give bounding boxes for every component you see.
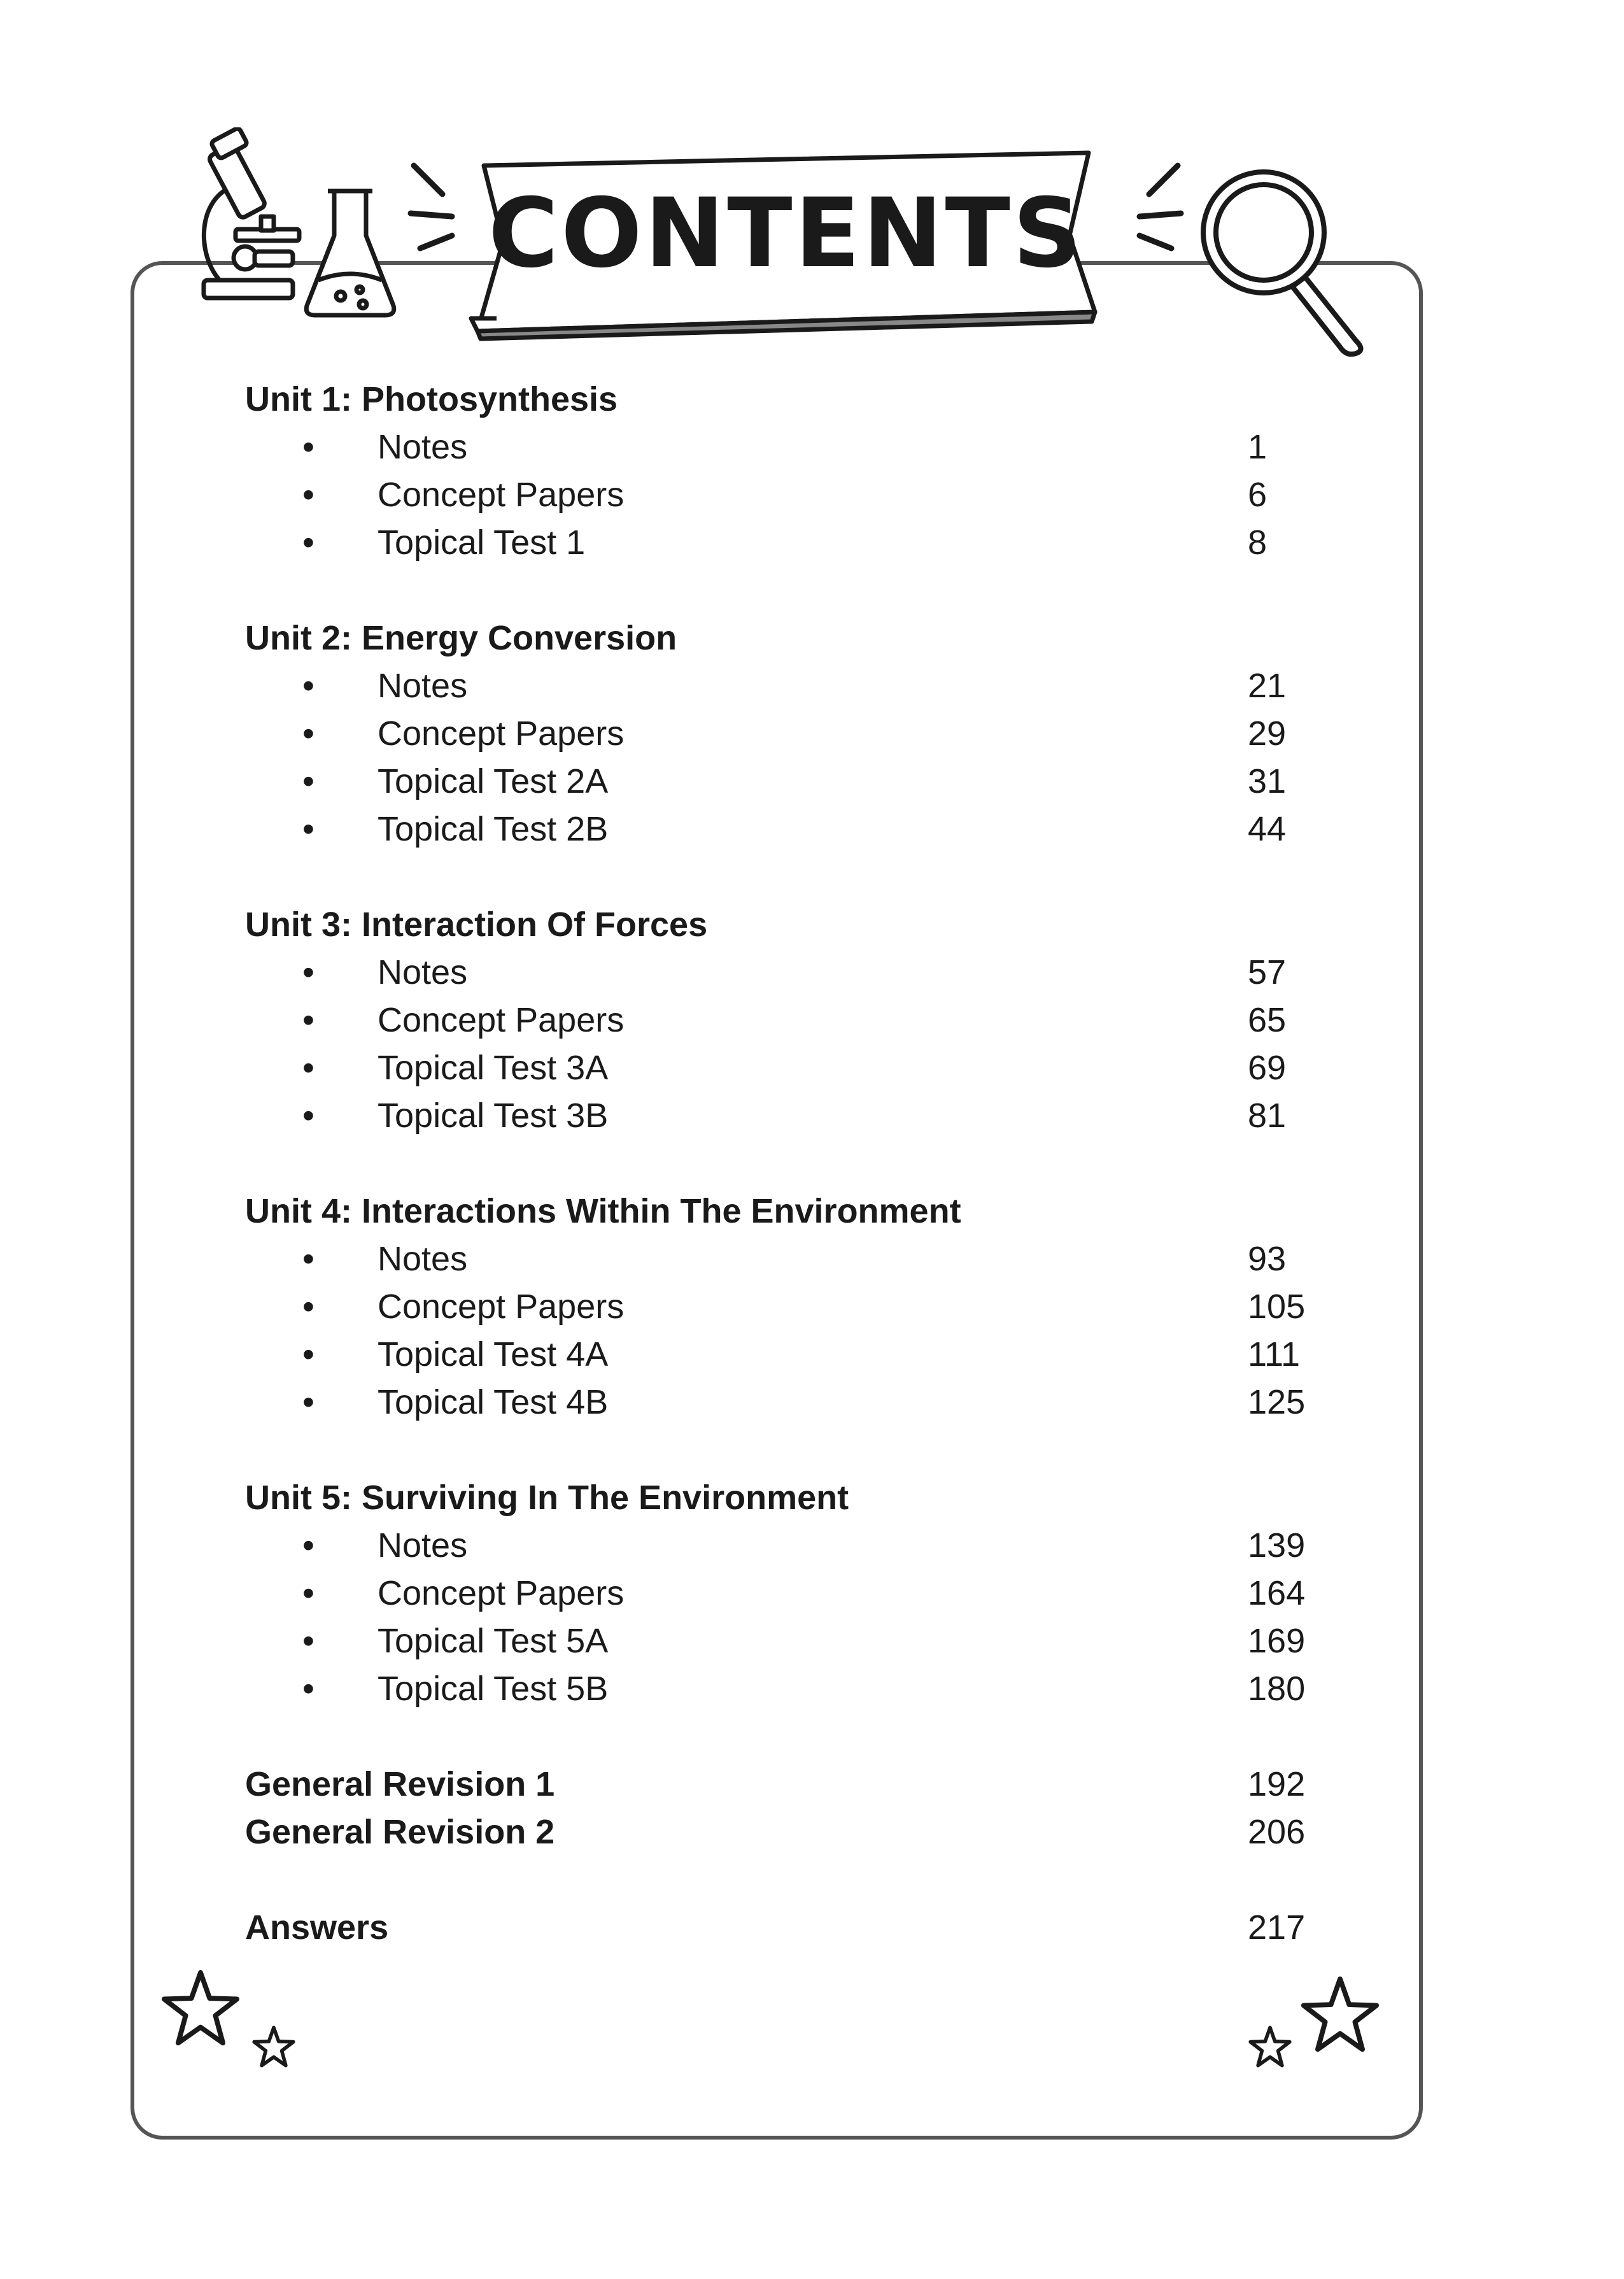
toc-entry[interactable] xyxy=(245,1522,1315,1570)
entry-label: Notes xyxy=(378,953,468,991)
entry-label: Topical Test 1 xyxy=(378,523,586,562)
toc-entry[interactable] xyxy=(245,806,1315,853)
page-number: 6 xyxy=(1248,476,1267,514)
toc-entry[interactable] xyxy=(245,1235,1315,1283)
page-number: 81 xyxy=(1248,1097,1287,1135)
entry-label: Concept Papers xyxy=(378,1288,625,1326)
magnifying-glass-icon xyxy=(1190,159,1381,363)
page-number: 206 xyxy=(1248,1813,1306,1851)
bullet: • xyxy=(302,762,314,800)
toc-entry[interactable] xyxy=(245,1665,1315,1713)
entry-label: Notes xyxy=(378,1526,468,1565)
toc-entry-answers[interactable] xyxy=(245,1904,1315,1952)
page-number: 192 xyxy=(1248,1765,1306,1803)
page-number: 111 xyxy=(1248,1335,1301,1374)
page-number: 139 xyxy=(1248,1526,1306,1565)
toc-entry[interactable] xyxy=(245,710,1315,758)
unit-heading[interactable]: Unit 1: Photosynthesis xyxy=(245,380,618,418)
toc-entry[interactable] xyxy=(245,423,1315,471)
bullet: • xyxy=(302,428,314,466)
bullet: • xyxy=(302,810,314,848)
entry-label: Topical Test 5B xyxy=(378,1670,609,1708)
spark-lines-right xyxy=(1120,153,1190,261)
entry-label: General Revision 2 xyxy=(245,1813,555,1851)
page-number: 217 xyxy=(1248,1908,1306,1947)
microscope-icon xyxy=(185,127,312,306)
unit-section-4 xyxy=(245,1188,1315,1426)
page-number: 1 xyxy=(1248,428,1267,466)
entry-label: Concept Papers xyxy=(378,1001,625,1039)
bullet: • xyxy=(302,714,314,753)
toc-entry-revision-2[interactable] xyxy=(245,1808,1315,1856)
page-number: 29 xyxy=(1248,714,1287,753)
page-number: 69 xyxy=(1248,1049,1287,1087)
bullet: • xyxy=(302,1001,314,1039)
page-number: 93 xyxy=(1248,1240,1287,1278)
bullet: • xyxy=(302,1622,314,1660)
star-icon xyxy=(1299,1974,1381,2057)
toc-entry[interactable] xyxy=(245,471,1315,519)
page-number: 31 xyxy=(1248,762,1287,800)
bullet: • xyxy=(302,1526,314,1565)
unit-section-2 xyxy=(245,614,1315,853)
toc-entry[interactable] xyxy=(245,1570,1315,1617)
bullet: • xyxy=(302,1335,314,1374)
bullet: • xyxy=(302,1670,314,1708)
bullet: • xyxy=(302,1574,314,1612)
entry-label: Topical Test 2A xyxy=(378,762,609,800)
bullet: • xyxy=(302,1049,314,1087)
star-icon xyxy=(159,1968,242,2050)
flask-icon xyxy=(299,178,401,325)
bullet: • xyxy=(302,523,314,562)
unit-section-5 xyxy=(245,1474,1315,1713)
entry-label: General Revision 1 xyxy=(245,1765,555,1803)
entry-label: Concept Papers xyxy=(378,1574,625,1612)
entry-label: Topical Test 4B xyxy=(378,1383,609,1421)
star-icon xyxy=(1248,2025,1292,2070)
page-title: CONTENTS xyxy=(488,178,1084,289)
toc-entry[interactable] xyxy=(245,758,1315,806)
unit-heading[interactable]: Unit 3: Interaction Of Forces xyxy=(245,905,708,944)
bullet: • xyxy=(302,953,314,991)
page-number: 57 xyxy=(1248,953,1287,991)
bullet: • xyxy=(302,476,314,514)
toc-entry[interactable] xyxy=(245,949,1315,997)
toc-entry[interactable] xyxy=(245,519,1315,567)
toc-entry[interactable] xyxy=(245,1379,1315,1426)
entry-label: Notes xyxy=(378,667,468,705)
toc-entry[interactable] xyxy=(245,1331,1315,1379)
page-number: 169 xyxy=(1248,1622,1306,1660)
page-number: 21 xyxy=(1248,667,1287,705)
entry-label: Topical Test 3A xyxy=(378,1049,609,1087)
entry-label: Topical Test 4A xyxy=(378,1335,609,1374)
page-number: 164 xyxy=(1248,1574,1306,1612)
star-icon xyxy=(251,2025,296,2070)
toc-entry[interactable] xyxy=(245,662,1315,710)
toc-entry[interactable] xyxy=(245,997,1315,1044)
entry-label: Concept Papers xyxy=(378,476,625,514)
table-of-contents xyxy=(245,376,1315,1952)
toc-entry[interactable] xyxy=(245,1617,1315,1665)
toc-entry[interactable] xyxy=(245,1283,1315,1331)
unit-section-1 xyxy=(245,376,1315,567)
toc-entry[interactable] xyxy=(245,1092,1315,1140)
page-number: 8 xyxy=(1248,523,1267,562)
page-number: 180 xyxy=(1248,1670,1306,1708)
bullet: • xyxy=(302,1288,314,1326)
entry-label: Topical Test 5A xyxy=(378,1622,609,1660)
unit-heading[interactable]: Unit 2: Energy Conversion xyxy=(245,619,677,657)
bullet: • xyxy=(302,1097,314,1135)
bullet: • xyxy=(302,1383,314,1421)
entry-label: Topical Test 3B xyxy=(378,1097,609,1135)
bullet: • xyxy=(302,1240,314,1278)
page-number: 125 xyxy=(1248,1383,1306,1421)
page-number: 65 xyxy=(1248,1001,1287,1039)
page-number: 44 xyxy=(1248,810,1287,848)
contents-banner xyxy=(458,140,1114,344)
entry-label: Concept Papers xyxy=(378,714,625,753)
entry-label: Notes xyxy=(378,428,468,466)
bullet: • xyxy=(302,667,314,705)
unit-heading[interactable]: Unit 4: Interactions Within The Environment xyxy=(245,1192,961,1230)
entry-label: Notes xyxy=(378,1240,468,1278)
page-number: 105 xyxy=(1248,1288,1306,1326)
unit-heading[interactable]: Unit 5: Surviving In The Environment xyxy=(245,1479,849,1517)
toc-entry[interactable] xyxy=(245,1044,1315,1092)
entry-label: Topical Test 2B xyxy=(378,810,609,848)
toc-entry-revision-1[interactable] xyxy=(245,1761,1315,1808)
unit-section-3 xyxy=(245,901,1315,1140)
entry-label: Answers xyxy=(245,1908,389,1947)
